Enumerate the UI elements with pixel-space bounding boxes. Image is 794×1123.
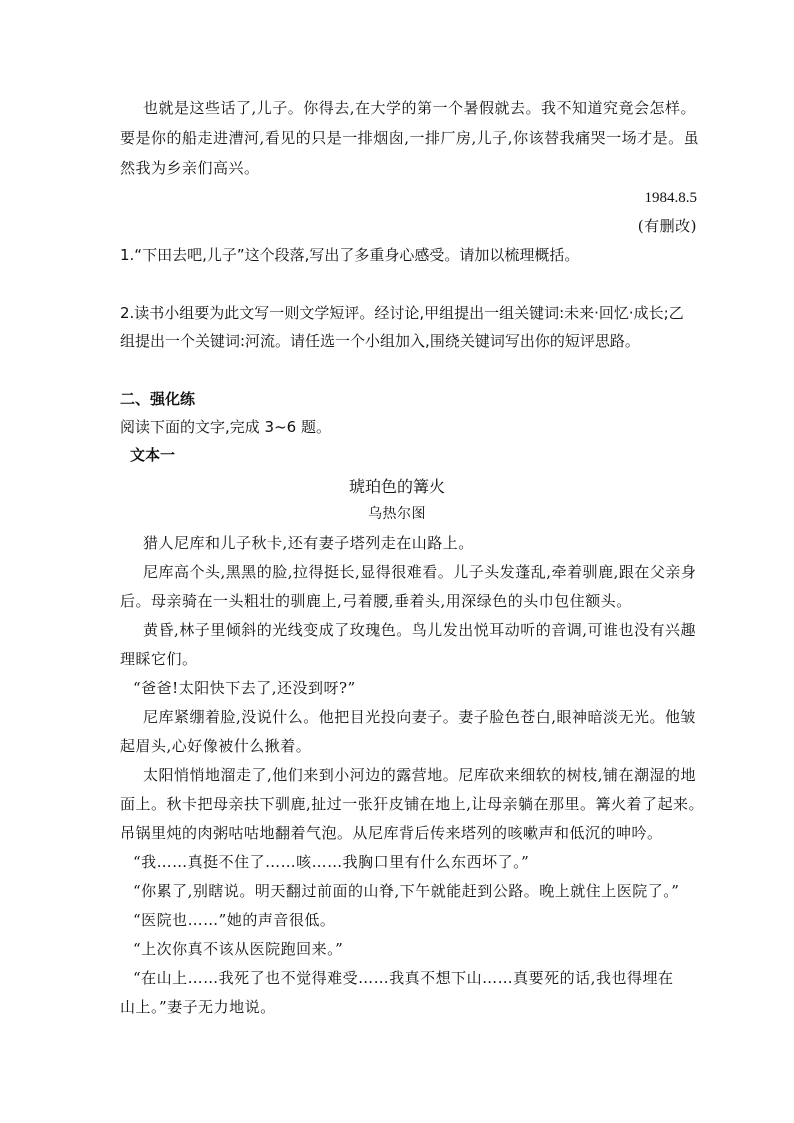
story-line-15: “上次你真不该从医院跑回来。” [133,940,344,958]
instruction: 阅读下面的文字,完成 3~6 题。 [120,418,331,436]
story-author: 乌热尔图 [368,506,426,522]
story-line-6: “爸爸!太阳快下去了,还没到呀?” [133,679,356,697]
story-line-3: 后。母亲骑在一头粗壮的驯鹿上,弓着腰,垂着头,用深绿色的头巾包住额头。 [120,592,632,610]
text-label: 文本一 [130,446,176,464]
story-line-14: “医院也……”她的声音很低。 [133,911,336,929]
story-line-1: 猎人尼库和儿子秋卡,还有妻子塔列走在山路上。 [143,534,474,552]
question-2-line-2: 组提出一个关键词:河流。请任选一个小组加入,围绕关键词写出你的短评思路。 [120,332,640,350]
closing-line-3: 然我为乡亲们高兴。 [120,159,260,177]
section-title: 二、强化练 [120,390,196,408]
story-line-12: “我……真挺不住了……咳……我胸口里有什么东西坏了。” [133,853,530,871]
story-line-13: “你累了,别瞎说。明天翻过前面的山脊,下午就能赶到公路。晚上就住上医院了。” [133,882,680,900]
date: 1984.8.5 [644,190,697,206]
story-line-10: 面上。秋卡把母亲扶下驯鹿,扯过一张犴皮铺在地上,让母亲躺在那里。篝火着了起来。 [120,795,705,813]
closing-line-2: 要是你的船走进漕河,看见的只是一排烟囱,一排厂房,儿子,你该替我痛哭一场才是。虽 [120,129,700,147]
closing-line-1: 也就是这些话了,儿子。你得去,在大学的第一个暑假就去。我不知道究竟会怎样。 [143,99,697,117]
story-line-9: 太阳悄悄地溜走了,他们来到小河边的露营地。尼库砍来细软的树枝,铺在潮湿的地 [143,766,697,784]
story-title: 琥珀色的篝火 [348,477,445,496]
edit-note: (有删改) [637,217,697,235]
story-line-4: 黄昏,林子里倾斜的光线变成了玫瑰色。鸟儿发出悦耳动听的音调,可谁也没有兴趣 [143,621,697,639]
story-line-11: 吊锅里炖的肉粥咕咕地翻着气泡。从尼库背后传来塔列的咳嗽声和低沉的呻吟。 [120,824,663,842]
question-1: 1.“下田去吧,儿子”这个段落,写出了多重身心感受。请加以梳理概括。 [120,246,580,264]
question-2-line-1: 2.读书小组要为此文写一则文学短评。经讨论,甲组提出一组关键词:未来·回忆·成长;乙 [120,304,684,322]
story-line-16: “在山上……我死了也不觉得难受……我真不想下山……真要死的话,我也得埋在 [133,969,674,987]
story-line-8: 起眉头,心好像被什么揪着。 [120,737,312,755]
story-line-17: 山上。”妻子无力地说。 [120,998,276,1016]
story-line-2: 尼库高个头,黑黑的脸,拉得挺长,显得很难看。儿子头发蓬乱,牵着驯鹿,跟在父亲身 [143,563,697,581]
story-line-7: 尼库紧绷着脸,没说什么。他把目光投向妻子。妻子脸色苍白,眼神暗淡无光。他皱 [143,708,697,726]
story-line-5: 理睬它们。 [120,650,198,668]
